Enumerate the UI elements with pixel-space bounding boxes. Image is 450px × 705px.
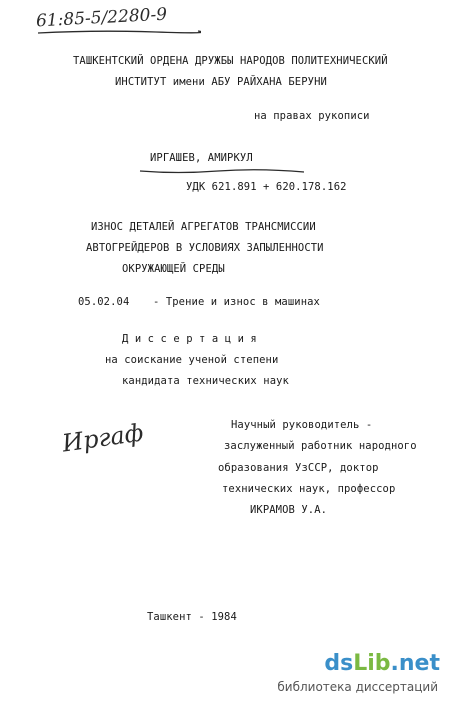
title-line-2: АВТОГРЕЙДЕРОВ В УСЛОВИЯХ ЗАПЫЛЕННОСТИ xyxy=(86,242,324,254)
logo-lib: Lib xyxy=(353,651,391,676)
dissertation-degree-line: на соискание ученой степени xyxy=(105,354,279,366)
dslib-logo[interactable] xyxy=(324,652,440,676)
supervisor-line-4: технических наук, профессор xyxy=(222,483,396,495)
city-year: Ташкент - 1984 xyxy=(147,611,237,623)
udc-code: УДК 621.891 + 620.178.162 xyxy=(186,181,347,193)
author-underline xyxy=(138,166,308,176)
supervisor-line-3: образования УзССР, доктор xyxy=(218,462,379,474)
author-signature: Иргаф xyxy=(60,418,146,458)
handwritten-archive-code: 61:85-5/2280-9 xyxy=(35,4,168,32)
supervisor-name: ИКРАМОВ У.А. xyxy=(250,504,328,516)
dslib-subtitle: библиотека диссертаций xyxy=(277,680,438,694)
supervisor-line-1: Научный руководитель - xyxy=(231,419,373,431)
handwritten-code-underline xyxy=(36,28,201,36)
title-line-3: ОКРУЖАЮЩЕЙ СРЕДЫ xyxy=(122,263,225,275)
dissertation-heading: Д и с с е р т а ц и я xyxy=(122,333,257,345)
specialty-code: 05.02.04 xyxy=(78,296,130,308)
logo-ds: ds xyxy=(324,651,354,676)
logo-net: .net xyxy=(390,651,440,676)
dissertation-field-line: кандидата технических наук xyxy=(122,375,289,387)
supervisor-line-2: заслуженный работник народного xyxy=(224,440,417,452)
institution-line-1: ТАШКЕНТСКИЙ ОРДЕНА ДРУЖБЫ НАРОДОВ ПОЛИТЕХНИЧЕСКИЙ xyxy=(73,55,388,67)
author-name: ИРГАШЕВ, АМИРКУЛ xyxy=(150,152,253,164)
institution-line-2: ИНСТИТУТ имени АБУ РАЙХАНА БЕРУНИ xyxy=(115,76,327,88)
manuscript-rights: на правах рукописи xyxy=(254,110,370,122)
specialty-name: - Трение и износ в машинах xyxy=(153,296,320,308)
title-line-1: ИЗНОС ДЕТАЛЕЙ АГРЕГАТОВ ТРАНСМИССИИ xyxy=(91,221,316,233)
